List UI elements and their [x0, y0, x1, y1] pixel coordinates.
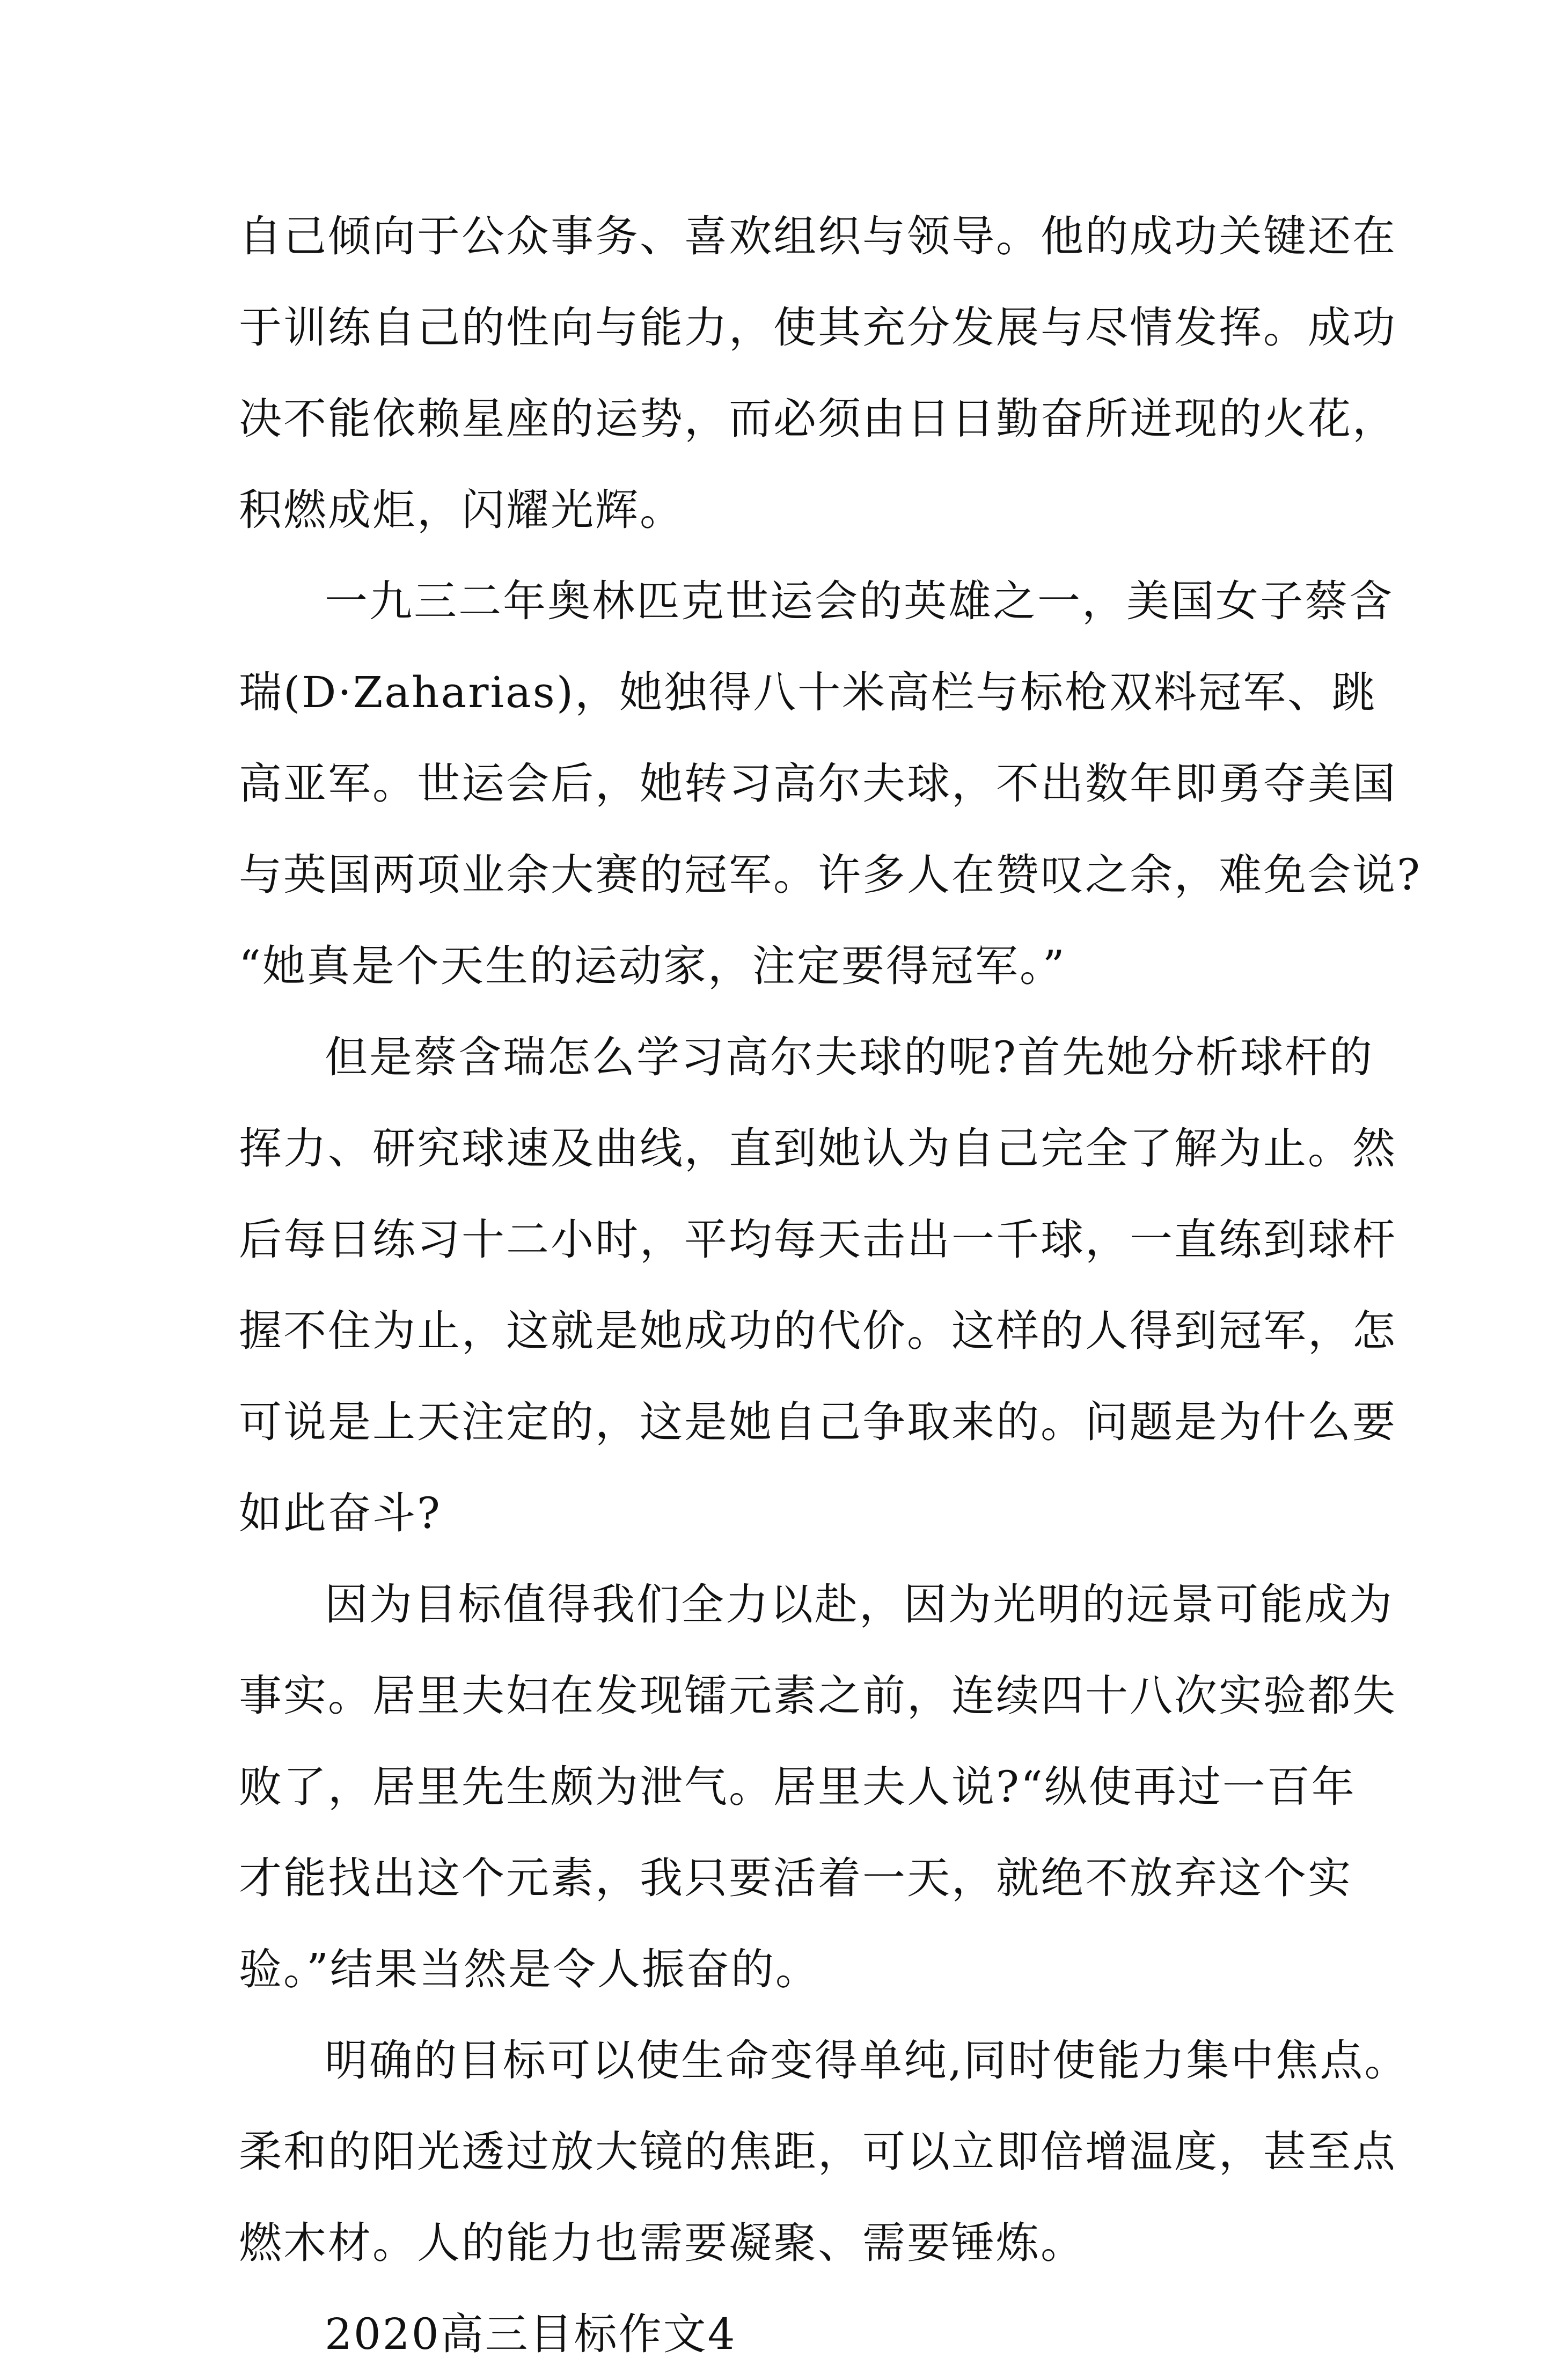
text-line: 败了，居里先生颇为泄气。居里夫人说?“纵使再过一百年 — [239, 1762, 1356, 1812]
text-line: 瑞(D·Zaharias)，她独得八十米高栏与标枪双料冠军、跳 — [239, 667, 1377, 717]
text-line: 决不能依赖星座的运势，而必须由日日勤奋所迸现的火花， — [239, 394, 1397, 444]
text-line: 事实。居里夫妇在发现镭元素之前，连续四十八次实验都失 — [239, 1671, 1397, 1721]
paragraph-start-line: 一九三二年奥林匹克世运会的英雄之一，美国女子蔡含 — [325, 576, 1394, 626]
text-line: 积燃成炬，闪耀光辉。 — [239, 485, 684, 535]
paragraph-start-line: 但是蔡含瑞怎么学习高尔夫球的呢?首先她分析球杆的 — [325, 1032, 1374, 1082]
text-line: “她真是个天生的运动家，注定要得冠军。” — [239, 941, 1066, 991]
section-heading: 2020高三目标作文4 — [325, 2309, 737, 2359]
text-line: 于训练自己的性向与能力，使其充分发展与尽情发挥。成功 — [239, 303, 1397, 352]
text-line: 后每日练习十二小时，平均每天击出一千球，一直练到球杆 — [239, 1215, 1397, 1265]
document-body — [239, 191, 1422, 2380]
paragraph-start-line: 明确的目标可以使生命变得单纯,同时使能力集中焦点。 — [325, 2036, 1409, 2085]
text-line: 如此奋斗? — [239, 1488, 442, 1538]
paragraph-start-line: 因为目标值得我们全力以赴，因为光明的远景可能成为 — [325, 1580, 1394, 1629]
text-line: 可说是上天注定的，这是她自己争取来的。问题是为什么要 — [239, 1397, 1397, 1447]
text-line: 才能找出这个元素，我只要活着一天，就绝不放弃这个实 — [239, 1853, 1352, 1903]
text-line: 柔和的阳光透过放大镜的焦距，可以立即倍增温度，甚至点 — [239, 2127, 1397, 2177]
text-line: 高亚军。世运会后，她转习高尔夫球，不出数年即勇夺美国 — [239, 759, 1397, 809]
text-line: 挥力、研究球速及曲线，直到她认为自己完全了解为止。然 — [239, 1123, 1397, 1173]
text-line: 验。”结果当然是令人振奋的。 — [239, 1944, 820, 1994]
text-line: 自己倾向于公众事务、喜欢组织与领导。他的成功关键还在 — [239, 211, 1397, 261]
text-line: 与英国两项业余大赛的冠军。许多人在赞叹之余，难免会说? — [239, 850, 1422, 900]
text-line: 握不住为止，这就是她成功的代价。这样的人得到冠军，怎 — [239, 1306, 1397, 1356]
text-line: 燃木材。人的能力也需要凝聚、需要锤炼。 — [239, 2218, 1085, 2268]
